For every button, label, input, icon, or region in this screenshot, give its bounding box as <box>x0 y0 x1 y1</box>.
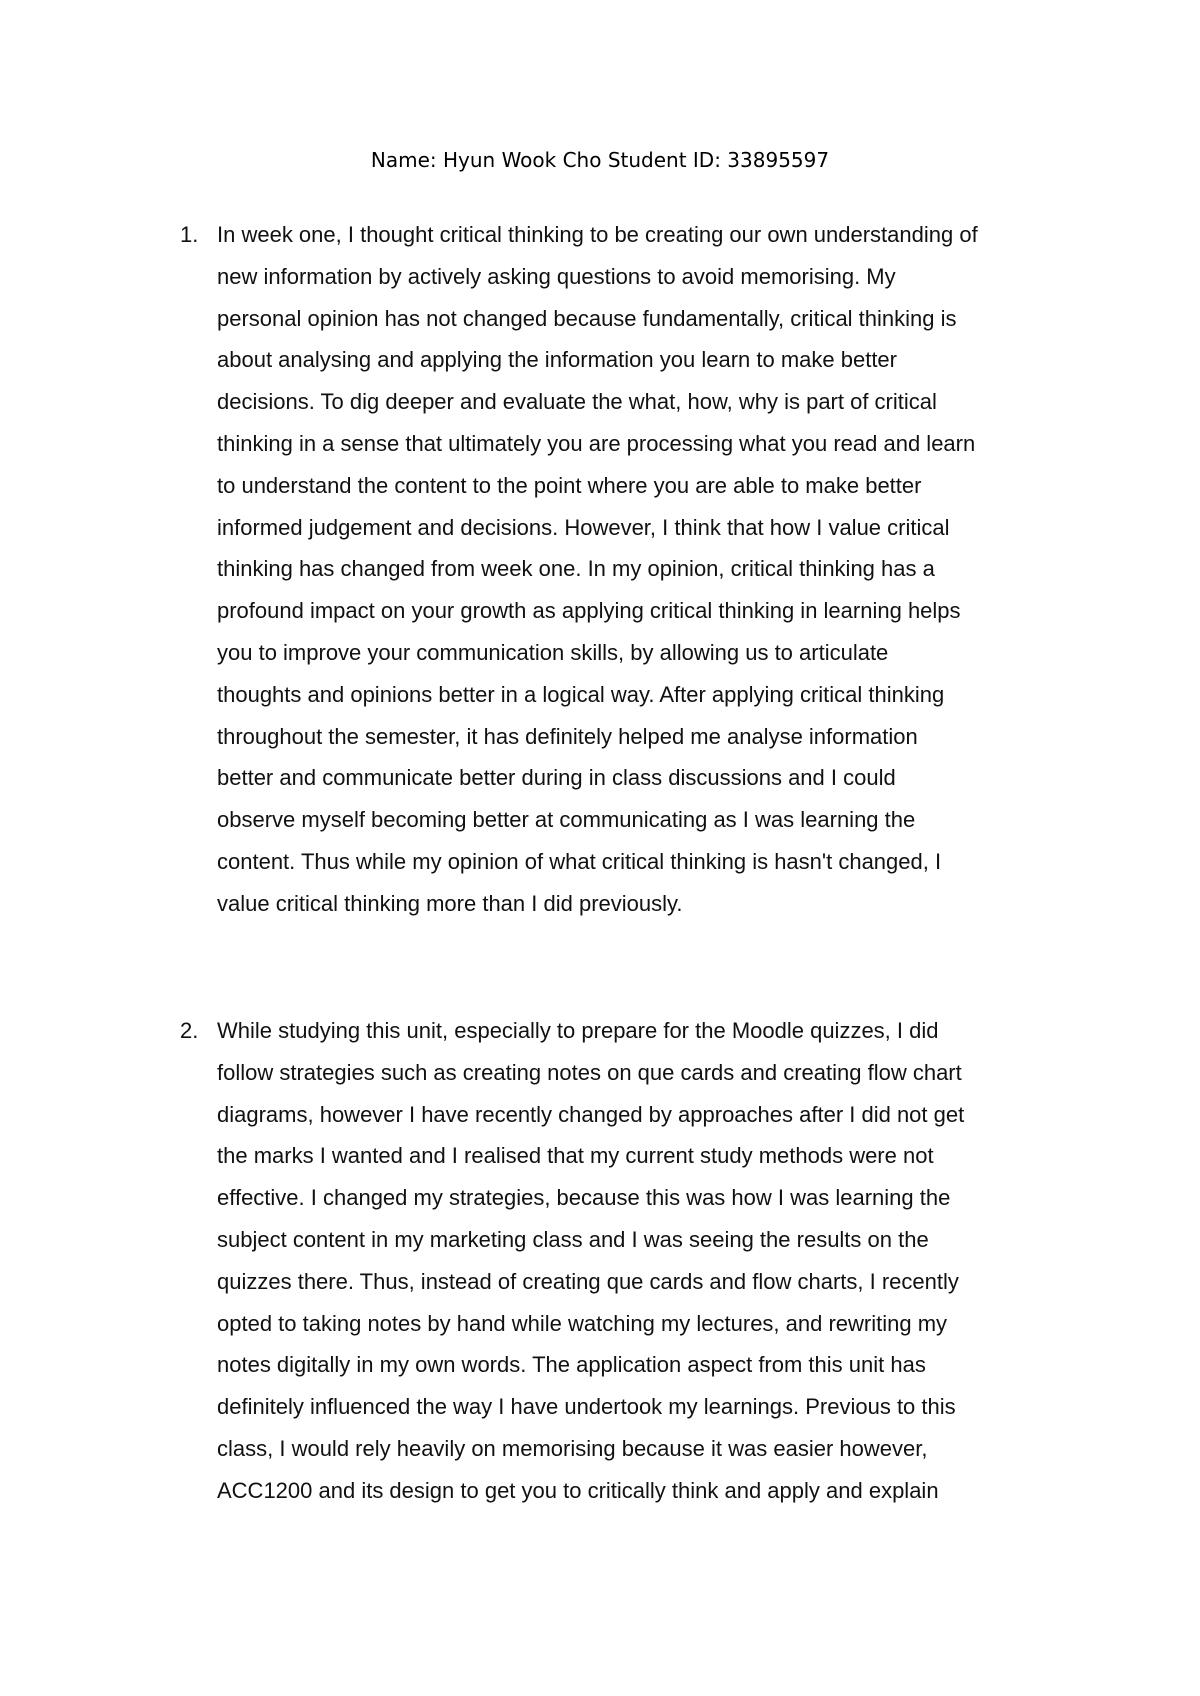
answer-line: follow strategies such as creating notes on que cards and creating flow chart <box>217 1059 962 1085</box>
answer-line: While studying this unit, especially to prepare for the Moodle quizzes, I did <box>217 1018 939 1043</box>
document-title: Name: Hyun Wook Cho Student ID: 33895597 <box>370 148 830 172</box>
answer-item-1 <box>180 214 1080 925</box>
answer-line: quizzes there. Thus, instead of creating que cards and flow charts, I recently <box>217 1268 959 1294</box>
answer-line: new information by actively asking questions to avoid memorising. My <box>217 263 896 289</box>
answer-line: content. Thus while my opinion of what critical thinking is hasn't changed, I <box>217 848 942 874</box>
answer-item-2 <box>180 1010 1080 1512</box>
answer-line: ACC1200 and its design to get you to critically think and apply and explain <box>217 1477 939 1503</box>
answer-line: subject content in my marketing class and I was seeing the results on the <box>217 1226 929 1252</box>
answer-line: effective. I changed my strategies, because this was how I was learning the <box>217 1185 951 1211</box>
answer-line: better and communicate better during in class discussions and I could <box>217 765 896 791</box>
answer-line: class, I would rely heavily on memorising because it was easier however, <box>217 1435 928 1461</box>
answer-line: definitely influenced the way I have undertook my learnings. Previous to this <box>217 1394 956 1420</box>
answer-line: In week one, I thought critical thinking to be creating our own understanding of <box>217 222 978 247</box>
answer-line: profound impact on your growth as applying critical thinking in learning helps <box>217 598 961 624</box>
answer-line: about analysing and applying the information you learn to make better <box>217 347 897 373</box>
answer-line: to understand the content to the point where you are able to make better <box>217 472 922 498</box>
answer-line: thinking in a sense that ultimately you are processing what you read and learn <box>217 430 976 456</box>
answer-line: observe myself becoming better at communicating as I was learning the <box>217 807 916 833</box>
answer-line: diagrams, however I have recently changed by approaches after I did not get <box>217 1101 965 1127</box>
answer-line: notes digitally in my own words. The application aspect from this unit has <box>217 1352 926 1378</box>
answer-number: 1. <box>180 222 199 247</box>
answer-line: thoughts and opinions better in a logical way. After applying critical thinking <box>217 681 945 707</box>
answer-line: informed judgement and decisions. However, I think that how I value critical <box>217 514 950 540</box>
answer-line: you to improve your communication skills, by allowing us to articulate <box>217 639 889 665</box>
answer-line: thinking has changed from week one. In my opinion, critical thinking has a <box>217 556 935 582</box>
answer-line: value critical thinking more than I did previously. <box>217 890 683 916</box>
answer-line: personal opinion has not changed because fundamentally, critical thinking is <box>217 305 957 331</box>
answer-line: the marks I wanted and I realised that my current study methods were not <box>217 1143 934 1169</box>
answer-line: decisions. To dig deeper and evaluate the what, how, why is part of critical <box>217 389 937 415</box>
answer-number: 2. <box>180 1018 199 1043</box>
answer-line: opted to taking notes by hand while watching my lectures, and rewriting my <box>217 1310 948 1336</box>
answer-line: throughout the semester, it has definitely helped me analyse information <box>217 723 918 749</box>
